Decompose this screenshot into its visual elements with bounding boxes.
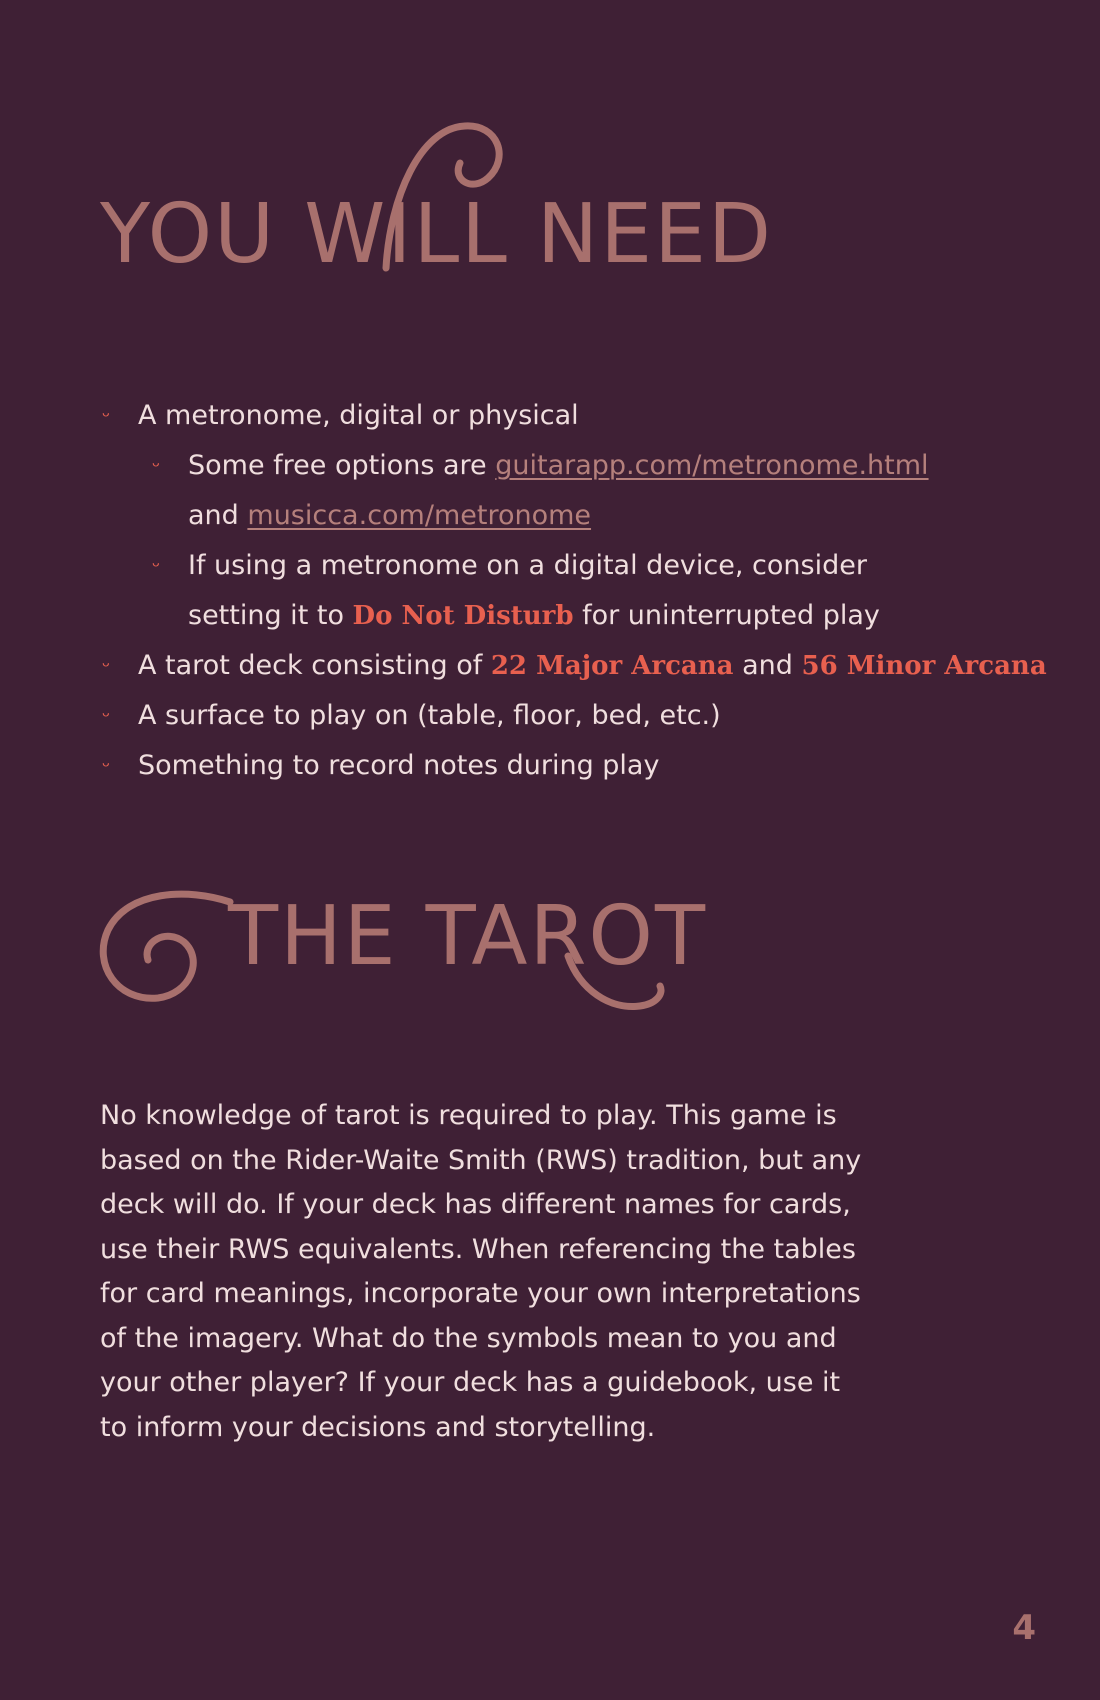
page-number: 4 [1012, 1608, 1036, 1648]
paragraph-line: to inform your decisions and storytelling. [100, 1411, 656, 1443]
list-item-text: and [733, 650, 802, 681]
list-item-text: setting it to [188, 600, 353, 631]
sub-item-digital-device-cont [100, 591, 1060, 641]
paragraph-line: deck will do. If your deck has different names for cards, [100, 1189, 851, 1220]
paragraph-line: of the imagery. What do the symbols mean to you and [100, 1322, 837, 1354]
requirements-list [100, 391, 1060, 791]
bullet-icon: ᵕ [152, 454, 161, 478]
highlight-do-not-disturb: Do Not Disturb [352, 601, 574, 631]
bullet-icon: ᵕ [102, 404, 111, 428]
list-item-text: Something to record notes during play [138, 750, 660, 781]
list-item-text: and [188, 500, 248, 531]
sub-item-digital-device [100, 541, 1060, 591]
bullet-icon: ᵕ [152, 554, 161, 578]
link-musicca[interactable]: musicca.com/metronome [247, 500, 592, 531]
paragraph-line: for card meanings, incorporate your own interpretations [100, 1278, 861, 1309]
link-guitarapp[interactable]: guitarapp.com/metronome.html [495, 450, 929, 481]
paragraph-line: No knowledge of tarot is required to play. This game is [100, 1100, 837, 1131]
section-title-the-tarot: THE TAROT [228, 889, 708, 984]
sub-item-free-options [100, 441, 1060, 491]
list-item-surface [100, 691, 1060, 741]
list-item-text: Some free options are [188, 450, 496, 481]
list-item-tarot-deck [100, 641, 1060, 691]
paragraph-line: your other player? If your deck has a guidebook, use it [100, 1367, 841, 1398]
list-item-text: A metronome, digital or physical [138, 400, 579, 431]
paragraph-line: use their RWS equivalents. When referencing the tables [100, 1233, 856, 1265]
list-item-text: for uninterrupted play [573, 600, 880, 631]
bullet-icon: ᵕ [102, 654, 111, 678]
list-item-text: A tarot deck consisting of [138, 650, 491, 681]
tarot-intro-paragraph [100, 1094, 900, 1450]
list-item-metronome [100, 391, 1060, 441]
bullet-icon: ᵕ [102, 754, 111, 778]
heading-spiral-ornament [98, 890, 238, 1010]
paragraph-line: based on the Rider-Waite Smith (RWS) tradition, but any [100, 1144, 862, 1176]
sub-item-free-options-cont [100, 491, 1060, 541]
bullet-icon: ᵕ [102, 704, 111, 728]
page-title-you-will-need: YOU WILL NEED [100, 187, 774, 282]
highlight-major-arcana: 22 Major Arcana [490, 651, 734, 681]
highlight-minor-arcana: 56 Minor Arcana [801, 651, 1047, 681]
list-item-notes [100, 741, 1060, 791]
list-item-text: A surface to play on (table, floor, bed, etc.) [138, 700, 721, 731]
list-item-text: If using a metronome on a digital device, consider [188, 550, 867, 581]
